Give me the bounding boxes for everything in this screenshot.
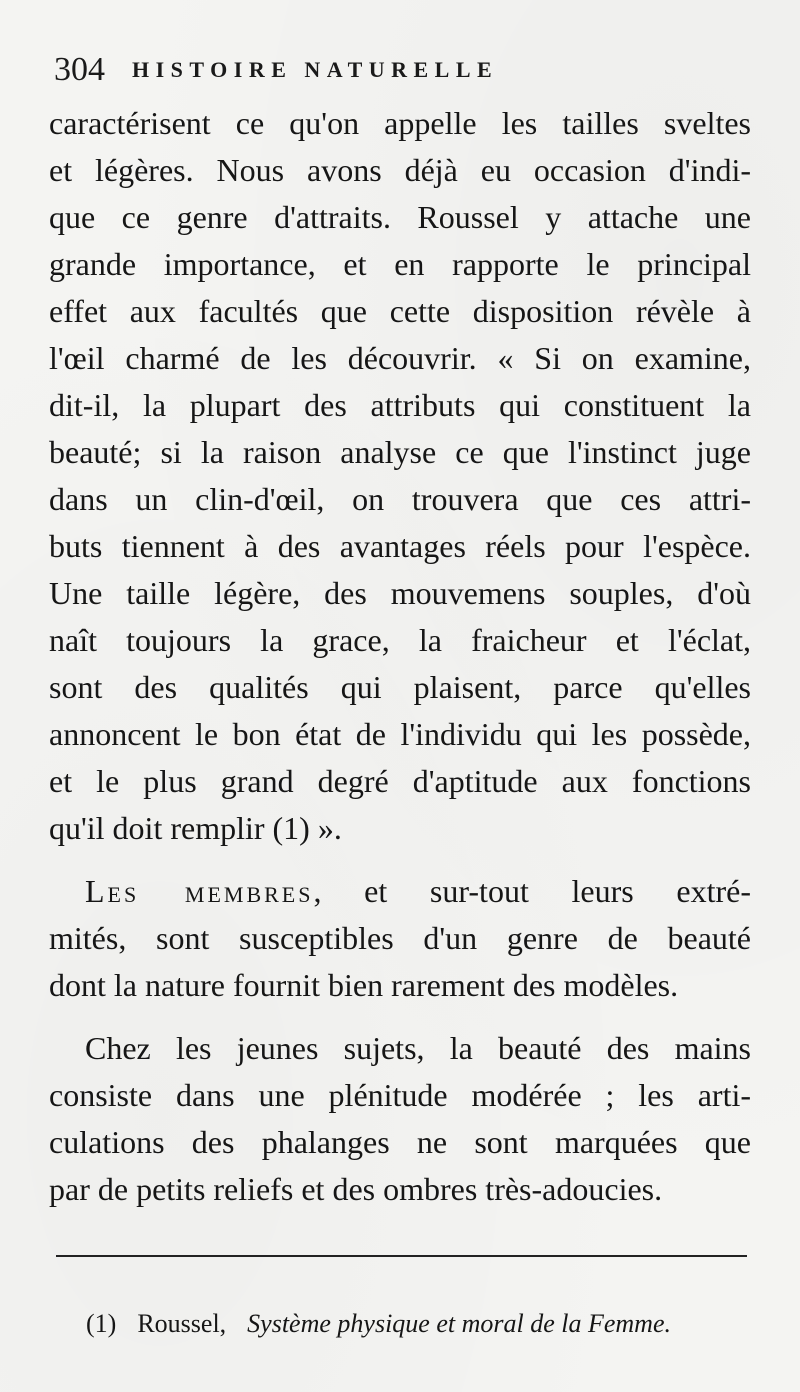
text-line: et le plus grand degré d'aptitude aux fonctions [49,763,751,799]
text-line: que ce genre d'attraits. Roussel y attache une [49,199,751,235]
footnote-rule [56,1255,747,1257]
text-line: buts tiennent à des avantages réels pour l'espèce. [49,528,751,564]
text-line: beauté; si la raison analyse ce que l'instinct juge [49,434,751,470]
text-line: caractérisent ce qu'on appelle les tailles sveltes [49,105,751,141]
text-line: dont la nature fournit bien rarement des modèles. [49,967,679,1003]
text-line: dit-il, la plupart des attributs qui constituent la [49,387,751,423]
footnote-marker: (1) [86,1309,117,1338]
running-head: HISTOIRE NATURELLE [132,57,499,82]
footnote-title: Système physique et moral de la Femme. [247,1309,671,1338]
text-line: mités, sont susceptibles d'un genre de beauté [49,920,751,956]
text-line: par de petits reliefs et des ombres très-adoucies. [49,1171,663,1207]
text-line: naît toujours la grace, la fraicheur et l'éclat, [49,622,751,658]
text-line: l'œil charmé de les découvrir. « Si on examine, [49,340,751,376]
text-line: culations des phalanges ne sont marquées que [49,1124,751,1160]
footnote [86,1306,756,1342]
paragraph-3 [49,1025,751,1213]
page-number: 304 [54,51,105,88]
text-line: consiste dans une plénitude modérée ; les arti- [49,1077,751,1113]
text-line: Chez les jeunes sujets, la beauté des mains [85,1030,751,1066]
small-caps-lead: Les membres [85,873,314,909]
text-run: , et sur-tout leurs extré- [313,873,751,909]
text-line: Une taille légère, des mouvemens souples, d'où [49,575,751,611]
text-line: qu'il doit remplir (1) ». [49,810,342,846]
text-line [49,868,751,915]
text-line: effet aux facultés que cette disposition révèle à [49,293,751,329]
text-line: dans un clin-d'œil, on trouvera que ces attri- [49,481,751,517]
paragraph-1 [49,100,751,852]
text-line: et légères. Nous avons déjà eu occasion d'indi- [49,152,751,188]
body-text [49,100,751,1213]
footnote-author: Roussel, [137,1309,227,1338]
text-line: annoncent le bon état de l'individu qui les possède, [49,716,751,752]
text-line: sont des qualités qui plaisent, parce qu'elles [49,669,751,705]
text-line: grande importance, et en rapporte le principal [49,246,751,282]
page-header [48,50,748,90]
paragraph-2 [49,868,751,1009]
